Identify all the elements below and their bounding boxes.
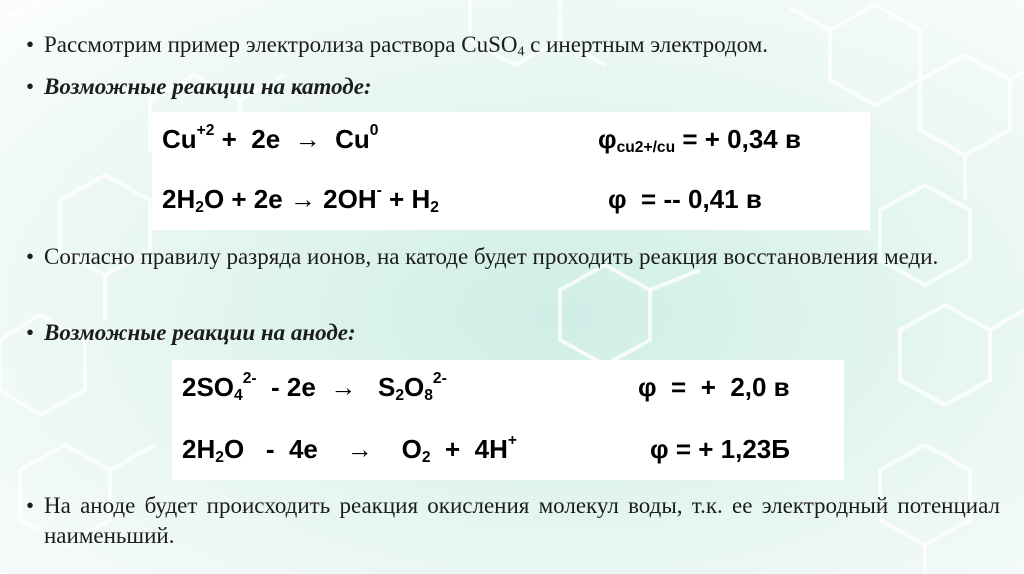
anode-equation-2: $2H_2O - 4e$ → $O_2 + 4H^+$ [182,431,517,466]
cathode-potential-2: φ = -- 0,41 в [608,184,762,214]
cathode-heading-bullet [26,72,1000,102]
cathode-potential-1: $\varphi_{cu2+/cu}$ = + 0,34 в [598,124,801,156]
anode-heading: Возможные реакции на аноде: [44,320,356,345]
intro-bullet [26,30,1000,60]
conclusion-bullet [26,491,1000,551]
bullet-dot: • [26,32,35,57]
bullet-dot: • [26,320,35,345]
anode-potential-2: φ = + 1,23Б [650,434,790,464]
cathode-heading: Возможные реакции на катоде: [44,74,372,99]
bullet-dot: • [26,74,35,99]
cathode-equation-2: $2H_2O + 2e \to 2OH^- + H_2$ [162,181,439,216]
rule-bullet [26,242,1000,272]
anode-potential-1: φ = + 2,0 в [638,372,790,402]
conclusion-text: На аноде будет происходить реакция окисления молекул воды, т.к. ее электродный потенциал наименьший. [44,493,1000,548]
rule-text: Согласно правилу разряда ионов, на катоде будет проходить реакция восстановления меди. [44,244,939,269]
anode-equations-box [172,360,844,480]
bullet-dot: • [26,244,35,269]
bullet-dot: • [26,493,35,518]
anode-equation-1: $2SO_4^{2-} - 2e \to S_2O_8^{2-}$ [182,369,447,404]
intro-text: Рассмотрим пример электролиза раствора CuSO$_4$ с инертным электродом. [44,32,769,59]
anode-heading-bullet [26,318,1000,348]
cathode-equation-1: $Cu^{+2} + 2e \to Cu^0$ [162,121,379,154]
cathode-equations-box [152,112,870,230]
